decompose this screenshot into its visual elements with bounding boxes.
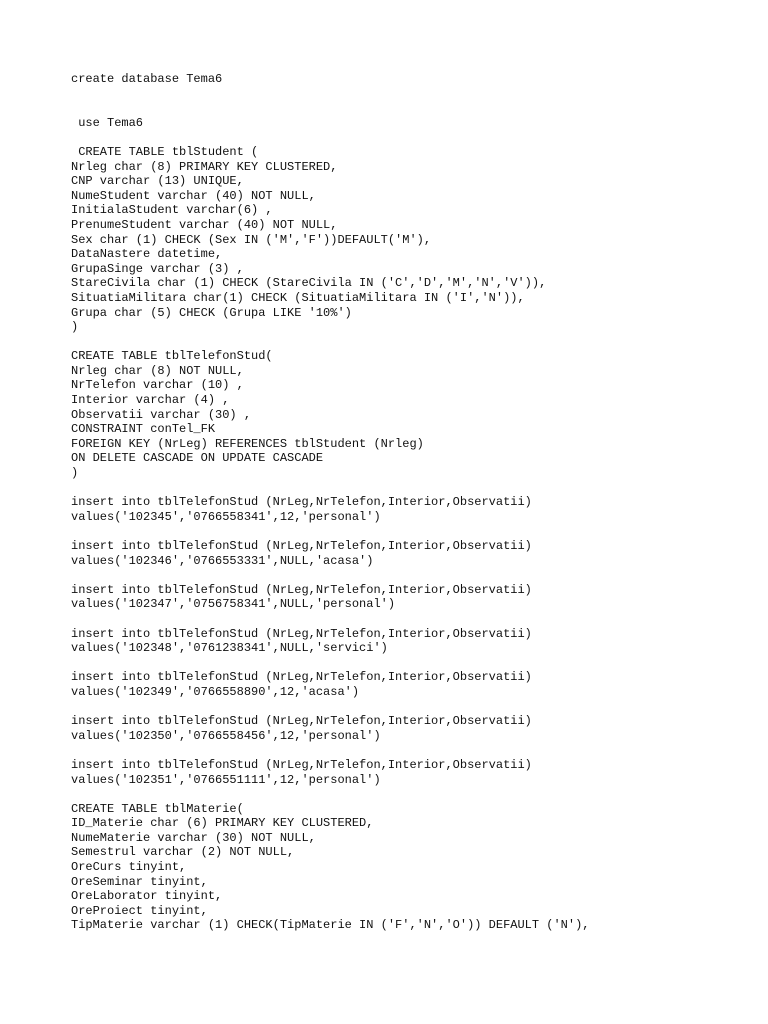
code-line: ON DELETE CASCADE ON UPDATE CASCADE [71,451,324,466]
code-line: CREATE TABLE tblMaterie( [71,801,244,816]
blank-line [71,656,589,671]
code-line: Semestrul varchar (2) NOT NULL, [71,845,295,860]
blank-line [71,101,589,116]
blank-line [71,568,589,583]
code-line: insert into tblTelefonStud (NrLeg,NrTelefon,Interior,Observatii) [71,539,532,553]
code-line: FOREIGN KEY (NrLeg) REFERENCES tblStudent (Nrleg) [71,436,424,451]
blank-line [71,130,589,145]
code-line: insert into tblTelefonStud (NrLeg,NrTelefon,Interior,Observatii) [71,670,532,685]
code-line: InitialaStudent varchar(6) , [71,203,273,218]
code-line: values('102349','0766558890',12,'acasa') [71,684,360,699]
code-line: Nrleg char (8) PRIMARY KEY CLUSTERED, [71,159,338,174]
code-line: DataNastere datetime, [71,247,223,262]
code-line: values('102346','0766553331',NULL,'acasa') [71,553,374,568]
code-line: StareCivila char (1) CHECK (StareCivila IN ('C','D','M','N','V')), [71,276,547,291]
code-line: insert into tblTelefonStud (NrLeg,NrTelefon,Interior,Observatii) [71,626,532,641]
code-line: CONSTRAINT conTel_FK [71,422,216,437]
code-line: GrupaSinge varchar (3) , [71,261,244,276]
code-line: NrTelefon varchar (10) , [71,378,244,393]
code-line: insert into tblTelefonStud (NrLeg,NrTelefon,Interior,Observatii) [71,757,532,772]
code-line: Sex char (1) CHECK (Sex IN ('M','F'))DEFAULT('M'), [71,232,432,247]
code-line: CREATE TABLE tblTelefonStud( [71,349,273,364]
code-line: TipMaterie varchar (1) CHECK(TipMaterie IN ('F','N','O')) DEFAULT ('N'), [71,918,590,933]
code-line: NumeMaterie varchar (30) NOT NULL, [71,830,316,845]
code-line: Interior varchar (4) , [71,393,230,408]
code-line: values('102345','0766558341',12,'personal') [71,509,381,524]
code-line: SituatiaMilitara char(1) CHECK (SituatiaMilitara IN ('I','N')), [71,290,525,305]
code-line: OreSeminar tinyint, [71,874,208,889]
blank-line [71,87,589,102]
blank-line [71,787,589,802]
code-line: ID_Materie char (6) PRIMARY KEY CLUSTERED, [71,816,374,831]
sql-code-block [71,72,589,933]
code-line: values('102351','0766551111',12,'personal') [71,772,381,787]
code-line: CREATE TABLE tblStudent ( [71,144,259,159]
code-line: use Tema6 [71,115,144,130]
blank-line [71,481,589,496]
code-line: values('102348','0761238341',NULL,'servici') [71,641,388,656]
code-line: ) [71,466,79,481]
code-line: Grupa char (5) CHECK (Grupa LIKE '10%') [71,305,352,320]
blank-line [71,524,589,539]
code-line: NumeStudent varchar (40) NOT NULL, [71,188,316,203]
code-line: create database Tema6 [71,72,223,86]
code-line: values('102350','0766558456',12,'personal') [71,728,381,743]
code-line: values('102347','0756758341',NULL,'personal') [71,597,396,612]
code-line: OreLaborator tinyint, [71,889,223,904]
code-line: CNP varchar (13) UNIQUE, [71,174,244,189]
blank-line [71,743,589,758]
blank-line [71,335,589,350]
code-line: insert into tblTelefonStud (NrLeg,NrTelefon,Interior,Observatii) [71,582,532,597]
blank-line [71,612,589,627]
code-line: PrenumeStudent varchar (40) NOT NULL, [71,217,338,232]
blank-line [71,700,589,715]
code-line: Observatii varchar (30) , [71,407,252,422]
code-line: ) [71,320,79,335]
code-line: OreCurs tinyint, [71,860,187,875]
code-line: insert into tblTelefonStud (NrLeg,NrTelefon,Interior,Observatii) [71,714,532,729]
code-line: OreProiect tinyint, [71,903,208,918]
code-line: insert into tblTelefonStud (NrLeg,NrTelefon,Interior,Observatii) [71,495,532,510]
code-line: Nrleg char (8) NOT NULL, [71,363,244,378]
